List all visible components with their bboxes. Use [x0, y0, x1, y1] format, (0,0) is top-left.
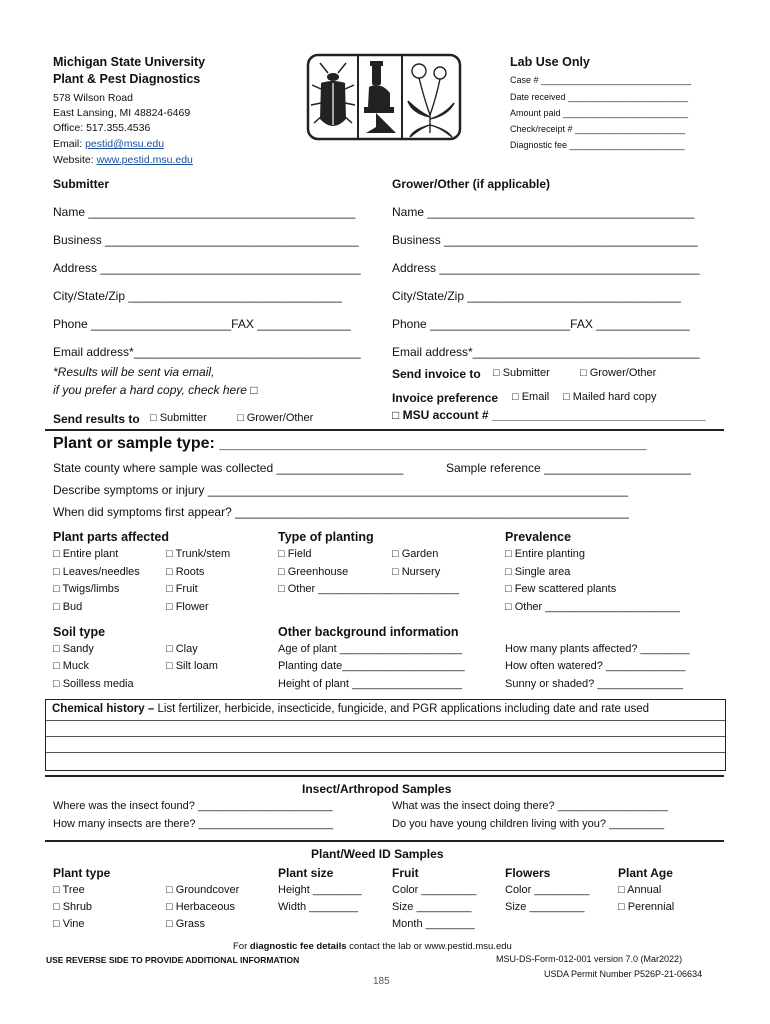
chemical-history-text [52, 703, 649, 715]
submitter-email-field[interactable]: Email address*__________________________________ [53, 345, 361, 359]
msu-account-field[interactable]: □ MSU account # ________________________________ [392, 408, 706, 422]
reverse-side-note: USE REVERSE SIDE TO PROVIDE ADDITIONAL INFORMATION [46, 955, 300, 965]
plant-part-checkbox[interactable]: □ Flower [166, 601, 209, 613]
send-results-label: Send results to [53, 412, 140, 426]
plant-part-checkbox[interactable]: □ Entire plant [53, 548, 119, 560]
page-number: 185 [373, 976, 390, 987]
results-note-1: *Results will be sent via email, [53, 365, 215, 379]
fee-bold: diagnostic fee details [249, 941, 347, 952]
soil-checkbox[interactable]: □ Sandy [53, 643, 94, 655]
plant-part-checkbox[interactable]: □ Leaves/needles [53, 566, 140, 578]
date-received-field[interactable]: Date received ________________________ [510, 92, 689, 102]
grower-email-field[interactable]: Email address*__________________________________ [392, 345, 700, 359]
chemical-history-instructions: List fertilizer, herbicide, insecticide, fungicide, and PGR applications including date and rate used [154, 703, 650, 715]
plant-size-field[interactable]: Height ________ [278, 884, 362, 896]
planting-type-heading: Type of planting [278, 530, 374, 544]
sun-shade-field[interactable]: Sunny or shaded? ______________ [505, 678, 683, 690]
usda-permit: USDA Permit Number P526P-21-06634 [544, 969, 703, 979]
insect-found-field[interactable]: Where was the insect found? ______________________ [53, 800, 333, 812]
chemical-history-label: Chemical history – [52, 703, 155, 715]
plant-age-field[interactable]: Age of plant ____________________ [278, 643, 463, 655]
website-label: Website: [53, 154, 97, 166]
form-version: MSU-DS-Form-012-001 version 7.0 (Mar2022) [496, 954, 683, 964]
fruit-field[interactable]: Size _________ [392, 901, 472, 913]
plant-type-checkbox[interactable]: □ Shrub [53, 901, 93, 913]
plant-age-checkbox[interactable]: □ Annual [618, 884, 662, 896]
insect-heading: Insect/Arthropod Samples [302, 782, 452, 796]
plant-age-heading: Plant Age [618, 866, 673, 880]
plant-part-checkbox[interactable]: □ Roots [166, 566, 205, 578]
watering-field[interactable]: How often watered? _____________ [505, 660, 686, 672]
chemical-line[interactable] [46, 720, 725, 721]
plants-affected-field[interactable]: How many plants affected? ________ [505, 643, 690, 655]
planting-field-checkbox[interactable]: □ Field [278, 548, 312, 560]
section-divider [45, 775, 724, 777]
plant-type-heading: Plant type [53, 866, 111, 880]
plant-part-checkbox[interactable]: □ Bud [53, 601, 83, 613]
send-invoice-label: Send invoice to [392, 367, 481, 381]
planting-other-checkbox[interactable]: □ Other _______________________ [278, 583, 459, 595]
grower-phone-field[interactable]: Phone _____________________FAX ______________ [392, 317, 690, 331]
case-field[interactable]: Case # ______________________________ [510, 75, 692, 85]
submitter-phone-field[interactable]: Phone _____________________FAX ______________ [53, 317, 351, 331]
submitter-address-field[interactable]: Address _______________________________________ [53, 261, 361, 275]
fee-suffix: contact the lab or www.pestid.msu.edu [346, 941, 512, 952]
send-results-grower-checkbox[interactable]: □ Grower/Other [237, 412, 314, 424]
prevalence-checkbox[interactable]: □ Other ______________________ [505, 601, 680, 613]
invoice-submitter-checkbox[interactable]: □ Submitter [493, 367, 550, 379]
grower-heading: Grower/Other (if applicable) [392, 177, 551, 191]
soil-checkbox[interactable]: □ Soilless media [53, 678, 134, 690]
invoice-grower-checkbox[interactable]: □ Grower/Other [580, 367, 657, 379]
chemical-history-box[interactable] [45, 699, 726, 771]
plant-type-checkbox[interactable]: □ Vine [53, 918, 85, 930]
section-divider [45, 840, 724, 842]
plant-size-heading: Plant size [278, 866, 334, 880]
plant-part-checkbox[interactable]: □ Fruit [166, 583, 198, 595]
chemical-line[interactable] [46, 752, 725, 753]
planting-greenhouse-checkbox[interactable]: □ Greenhouse [278, 566, 349, 578]
plant-sample-type-field[interactable]: Plant or sample type: ________________________________________________ [53, 435, 647, 452]
plant-parts-heading: Plant parts affected [53, 530, 170, 544]
grower-city-field[interactable]: City/State/Zip ________________________________ [392, 289, 681, 303]
flower-field[interactable]: Color _________ [505, 884, 590, 896]
plant-part-checkbox[interactable]: □ Trunk/stem [166, 548, 231, 560]
grower-address-field[interactable]: Address _______________________________________ [392, 261, 700, 275]
background-heading: Other background information [278, 625, 459, 639]
website-line [53, 154, 193, 166]
invoice-preference-label: Invoice preference [392, 391, 499, 405]
submitter-name-field[interactable]: Name ________________________________________ [53, 205, 356, 219]
insect-doing-field[interactable]: What was the insect doing there? __________________ [392, 800, 668, 812]
grower-business-field[interactable]: Business ______________________________________ [392, 233, 698, 247]
planting-garden-checkbox[interactable]: □ Garden [392, 548, 439, 560]
address-line-1: 578 Wilson Road [53, 92, 133, 104]
chemical-line[interactable] [46, 736, 725, 737]
insect-count-field[interactable]: How many insects are there? ______________________ [53, 818, 334, 830]
plant-type-checkbox[interactable]: □ Grass [166, 918, 206, 930]
grower-name-field[interactable]: Name ________________________________________ [392, 205, 695, 219]
website-link[interactable]: www.pestid.msu.edu [96, 154, 193, 166]
fruit-heading: Fruit [392, 866, 419, 880]
fee-details-note [233, 941, 512, 952]
check-receipt-field[interactable]: Check/receipt # ______________________ [510, 124, 686, 134]
first-appear-field[interactable]: When did symptoms first appear? ___________________________________________________________ [53, 505, 629, 519]
plant-type-checkbox[interactable]: □ Tree [53, 884, 85, 896]
address-line-2: East Lansing, MI 48824-6469 [53, 107, 191, 119]
plant-type-checkbox[interactable]: □ Groundcover [166, 884, 240, 896]
lab-use-title: Lab Use Only [510, 55, 590, 69]
plant-size-field[interactable]: Width ________ [278, 901, 359, 913]
invoice-mailed-checkbox[interactable]: □ Mailed hard copy [563, 391, 657, 403]
soil-checkbox[interactable]: □ Muck [53, 660, 89, 672]
email-link[interactable]: pestid@msu.edu [85, 138, 165, 150]
planting-date-field[interactable]: Planting date____________________ [278, 660, 465, 672]
symptoms-field[interactable]: Describe symptoms or injury _______________________________________________________________ [53, 483, 629, 497]
org-name: Michigan State University [53, 55, 206, 69]
submitter-business-field[interactable]: Business ______________________________________ [53, 233, 359, 247]
office-phone: Office: 517.355.4536 [53, 122, 151, 134]
soil-checkbox[interactable]: □ Clay [166, 643, 198, 655]
young-children-field[interactable]: Do you have young children living with you? _________ [392, 818, 665, 830]
email-line [53, 138, 164, 150]
send-results-submitter-checkbox[interactable]: □ Submitter [150, 412, 207, 424]
prevalence-checkbox[interactable]: □ Single area [505, 566, 571, 578]
plant-age-checkbox[interactable]: □ Perennial [618, 901, 675, 913]
submitter-city-field[interactable]: City/State/Zip ________________________________ [53, 289, 342, 303]
soil-type-heading: Soil type [53, 625, 106, 639]
plant-part-checkbox[interactable]: □ Twigs/limbs [53, 583, 120, 595]
planting-nursery-checkbox[interactable]: □ Nursery [392, 566, 441, 578]
plant-type-checkbox[interactable]: □ Herbaceous [166, 901, 236, 913]
flowers-heading: Flowers [505, 866, 551, 880]
diagnostic-fee-field[interactable]: Diagnostic fee _______________________ [510, 140, 685, 150]
prevalence-checkbox[interactable]: □ Entire planting [505, 548, 586, 560]
flower-field[interactable]: Size _________ [505, 901, 585, 913]
fee-prefix: For [233, 941, 250, 952]
msu-diagnostics-logo [306, 53, 462, 141]
soil-checkbox[interactable]: □ Silt loam [166, 660, 218, 672]
invoice-email-checkbox[interactable]: □ Email [512, 391, 550, 403]
prevalence-heading: Prevalence [505, 530, 572, 544]
amount-paid-field[interactable]: Amount paid _________________________ [510, 108, 689, 118]
fruit-field[interactable]: Color _________ [392, 884, 477, 896]
sample-reference-field[interactable]: Sample reference ______________________ [446, 461, 691, 475]
results-note-2[interactable]: if you prefer a hard copy, check here □ [53, 383, 258, 397]
email-label: Email: [53, 138, 86, 150]
county-field[interactable]: State county where sample was collected ___________________ [53, 461, 404, 475]
weed-heading: Plant/Weed ID Samples [311, 847, 444, 861]
dept-name: Plant & Pest Diagnostics [53, 72, 201, 86]
plant-height-field[interactable]: Height of plant __________________ [278, 678, 463, 690]
submitter-heading: Submitter [53, 177, 110, 191]
fruit-field[interactable]: Month ________ [392, 918, 475, 930]
section-divider [45, 429, 724, 431]
prevalence-checkbox[interactable]: □ Few scattered plants [505, 583, 617, 595]
